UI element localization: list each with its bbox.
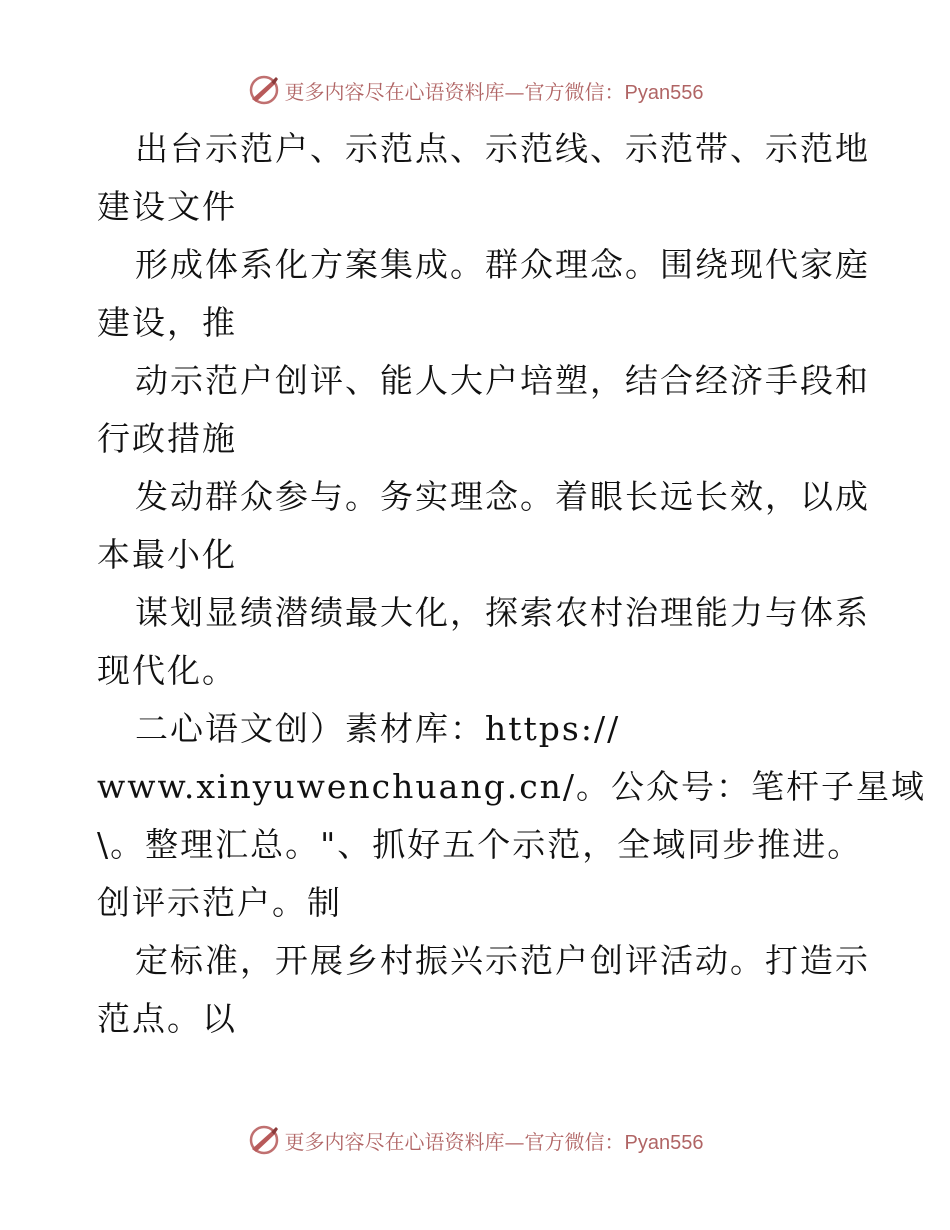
footer-banner-text: 更多内容尽在心语资料库—官方微信：Pyan556 <box>284 1129 704 1154</box>
body-line: 创评示范户。制 <box>97 883 342 922</box>
document-body <box>97 120 927 1048</box>
footer-wechat-id: Pyan556 <box>624 1131 704 1154</box>
body-line: 发动群众参与。务实理念。着眼长远长效，以成 <box>135 477 870 516</box>
body-line: 谋划显绩潜绩最大化，探索农村治理能力与体系 <box>135 593 870 632</box>
pen-logo-icon <box>247 1123 281 1157</box>
footer-banner <box>0 1120 950 1160</box>
body-line: 动示范户创评、能人大户培塑，结合经济手段和 <box>135 361 870 400</box>
body-line: 出台示范户、示范点、示范线、示范带、示范地 <box>135 129 870 168</box>
header-wechat-id: Pyan556 <box>624 81 704 104</box>
pen-logo-icon <box>247 73 281 107</box>
body-line: 建设，推 <box>97 303 237 342</box>
body-line: 二心语文创）素材库：https:// <box>135 709 621 748</box>
body-line-url: www.xinyuwenchuang.cn/。公众号：笔杆子星域 <box>97 767 927 806</box>
header-banner-text: 更多内容尽在心语资料库—官方微信：Pyan556 <box>284 79 704 104</box>
body-line: 形成体系化方案集成。群众理念。围绕现代家庭 <box>135 245 870 284</box>
body-line: 本最小化 <box>97 535 237 574</box>
body-line: 定标准，开展乡村振兴示范户创评活动。打造示 <box>135 941 870 980</box>
body-line: 建设文件 <box>97 187 237 226</box>
body-line: \。整理汇总。"、抓好五个示范，全域同步推进。 <box>97 825 863 864</box>
body-line: 行政措施 <box>97 419 237 458</box>
header-banner <box>0 70 950 110</box>
body-line: 现代化。 <box>97 651 237 690</box>
body-line: 范点。以 <box>97 999 237 1038</box>
